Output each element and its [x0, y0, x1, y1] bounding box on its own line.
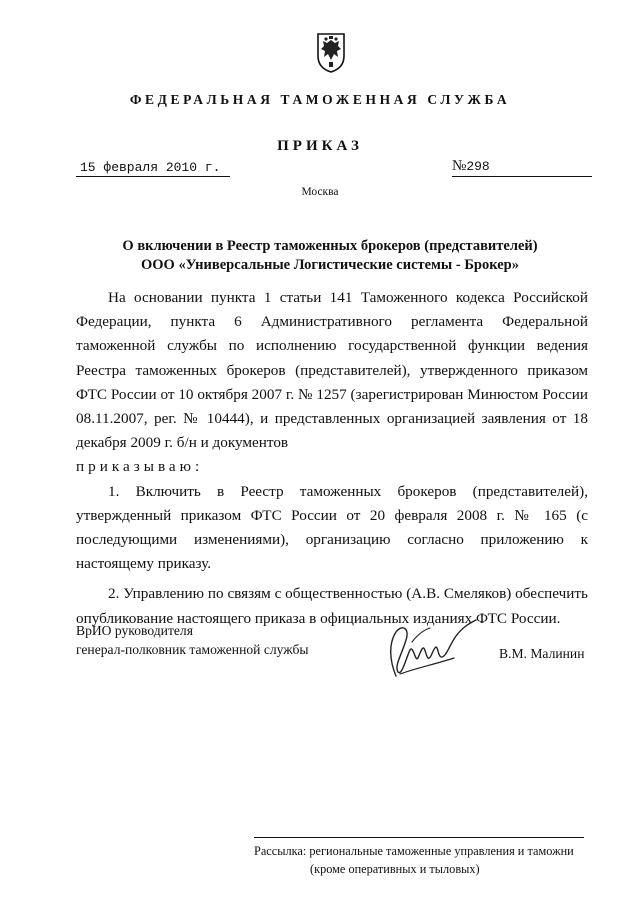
agency-name: ФЕДЕРАЛЬНАЯ ТАМОЖЕННАЯ СЛУЖБА: [129, 92, 511, 107]
order-body: [76, 286, 588, 631]
order-item-1: 1. Включить в Реестр таможенных брокеров (представителей), утвержденный приказом ФТС России от 20 февраля 2008 г. № 165 (с последующими изменениями), организацию согласно приложению к настоящему приказу.: [76, 482, 588, 573]
signer-title: [76, 621, 376, 659]
double-headed-eagle-emblem: [312, 30, 350, 74]
order-word: приказываю:: [76, 458, 204, 476]
subject-line-1: О включении в Реестр таможенных брокеров (представителей): [122, 238, 538, 254]
order-number: 298: [466, 159, 490, 174]
order-date: 15 февраля 2010 г.: [76, 159, 230, 177]
handwritten-signature: [376, 614, 488, 684]
signer-name: В.М. Малинин: [499, 646, 585, 661]
order-number-field: [452, 157, 592, 177]
signer-title-line-1: ВрИО руководителя: [76, 623, 193, 638]
subject-line-2: ООО «Универсальные Логистические системы - Брокер»: [141, 257, 519, 273]
order-item-2: 2. Управлению по связям с общественностью (А.В. Смеляков) обеспечить опубликование настоящего приказа в официальных изданиях ФТС России.: [76, 585, 588, 627]
city: Москва: [301, 186, 339, 198]
distribution-line-2: (кроме оперативных и тыловых): [310, 862, 480, 876]
preamble-paragraph: На основании пункта 1 статьи 141 Таможенного кодекса Российской Федерации, пункта 6 Административного регламента Федеральной таможенной службы по исполнению государственной функции ведения Реестра таможенных брокеров (представителей), утвержденного приказом ФТС России от 10 октября 2007 г. № 1257 (зарегистрирован Минюстом России 08.11.2007, рег. № 10444), и представленных организацией заявления от 18 декабря 2009 г. б/н и документов: [76, 289, 588, 452]
distribution-line-1: Рассылка: региональные таможенные управления и таможни: [254, 844, 574, 858]
document-type: ПРИКАЗ: [277, 138, 363, 154]
distribution-divider: [254, 837, 584, 838]
distribution-list: [254, 842, 584, 878]
signer-title-line-2: генерал-полковник таможенной службы: [76, 642, 309, 657]
number-sign: №: [452, 158, 467, 174]
order-subject: [80, 237, 580, 275]
